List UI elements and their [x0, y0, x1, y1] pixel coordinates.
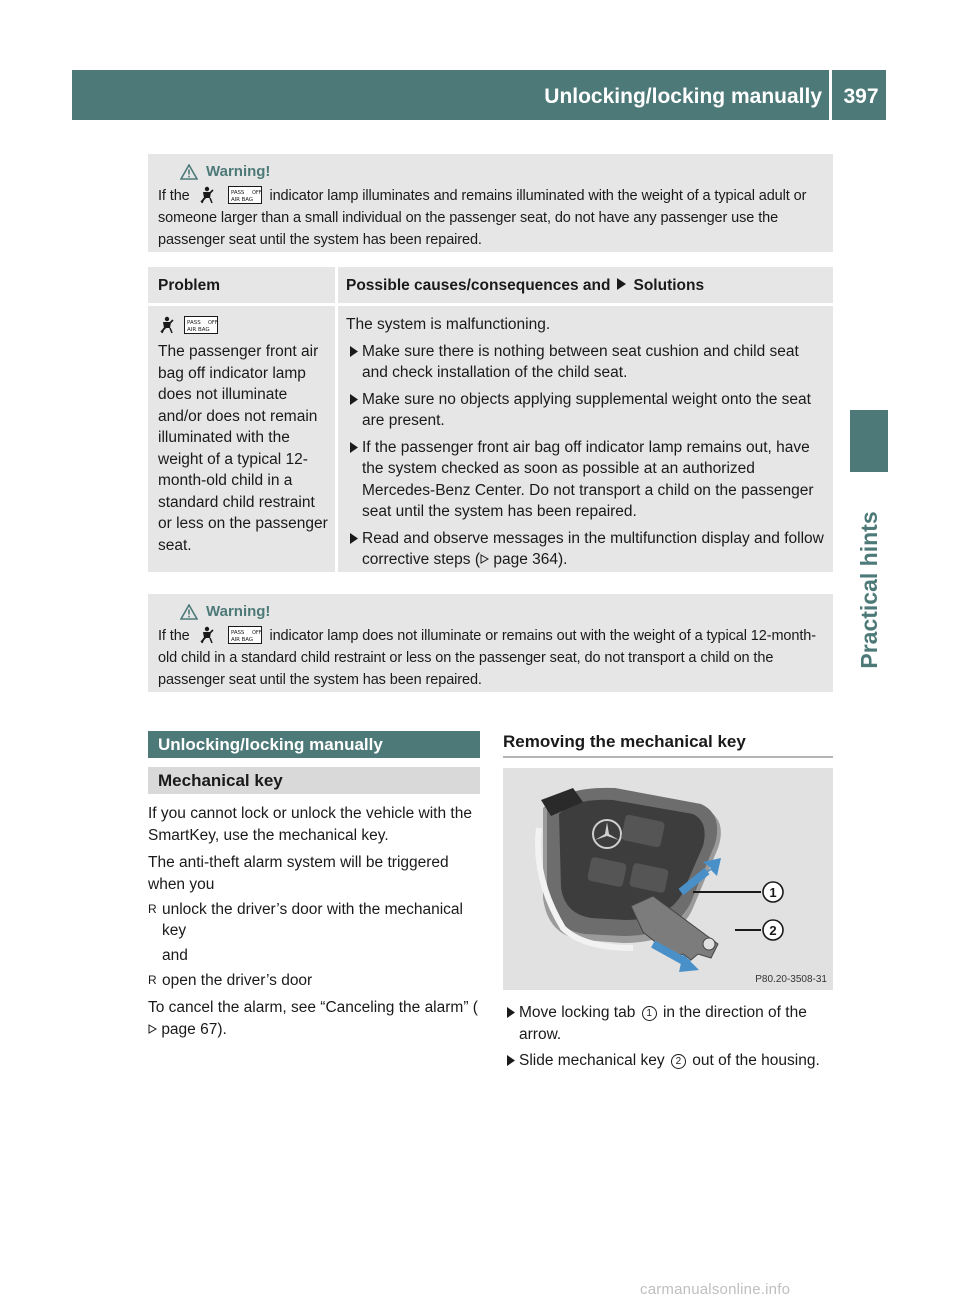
- intro-paragraph: If you cannot lock or unlock the vehicle with the SmartKey, use the mechanical key.: [148, 805, 472, 844]
- side-tab-marker: [850, 410, 888, 472]
- header-solutions: Possible causes/consequences and Solutions: [335, 267, 833, 303]
- warning-heading-1: [180, 162, 825, 182]
- svg-text:AIR BAG: AIR BAG: [187, 327, 210, 333]
- action-arrow-icon: [346, 393, 362, 406]
- warning-text-1: If the PASS AIR BAG OFF indicator lamp illuminates and remains illuminated with the weight of a typical adult or someone larger than a small individual on the passenger seat, do not have any passenger use the passenger seat until the system has been repaired.: [158, 188, 807, 248]
- solutions-cell: [335, 306, 833, 572]
- action-arrow-icon: [616, 277, 627, 291]
- svg-text:PASS: PASS: [230, 630, 244, 637]
- callout-1: 1: [769, 885, 777, 900]
- figure-code: P80.20-3508-31: [755, 974, 827, 985]
- warning-heading-2: [180, 602, 825, 622]
- cancel-alarm-paragraph: To cancel the alarm, see “Canceling the alarm” ( page 67).: [148, 999, 478, 1038]
- solution-item: If the passenger front air bag off indicator lamp remains out, have the system checked as soon as possible at an authorized Mercedes-Benz Center. Do not transport a child on the passenger seat until the system has been repaired.: [346, 437, 827, 523]
- pass-airbag-off-icon: [184, 316, 218, 334]
- header-divider: [829, 70, 832, 120]
- subsection-title: Mechanical key: [148, 767, 480, 794]
- list-item: R unlock the driver’s door with the mechanical key: [148, 901, 463, 939]
- pass-airbag-off-icon: [228, 186, 262, 204]
- solution-item: Make sure no objects applying supplemental weight onto the seat are present.: [346, 389, 827, 432]
- seat-belt-child-icon: [158, 316, 176, 334]
- table-header-row: [148, 267, 833, 303]
- warning-title-2: Warning!: [206, 603, 271, 620]
- watermark: carmanualsonline.info: [640, 1281, 791, 1298]
- smartkey-illustration: [503, 768, 833, 990]
- action-arrow-icon: [346, 532, 362, 545]
- problem-text: The passenger front air bag off indicator lamp does not illuminate and/or does not remain illuminated with the weight of a typical 12-month-old child in a standard child restraint or less on the passenger seat.: [158, 343, 328, 554]
- action-arrow-icon: [346, 441, 362, 454]
- svg-text:AIR BAG: AIR BAG: [230, 637, 253, 644]
- action-arrow-icon: [503, 1054, 519, 1067]
- seat-belt-child-icon: [198, 186, 216, 204]
- alarm-intro: The anti-theft alarm system will be triggered when you: [148, 854, 449, 893]
- action-arrow-icon: [346, 345, 362, 358]
- removal-steps: [503, 1002, 833, 1072]
- svg-text:OFF: OFF: [251, 190, 261, 197]
- seat-belt-child-icon: [198, 626, 216, 644]
- page-ref-triangle-icon: [480, 554, 489, 564]
- list-item: R open the driver’s door: [148, 972, 313, 989]
- svg-text:AIR BAG: AIR BAG: [230, 197, 253, 204]
- step-item: Slide mechanical key 2 out of the housing.: [503, 1050, 833, 1072]
- solution-item: Make sure there is nothing between seat cushion and child seat and check installation of the child seat.: [346, 341, 827, 384]
- callout-ref-2: 2: [671, 1054, 686, 1069]
- solution-item: Read and observe messages in the multifunction display and follow corrective steps ( page 364).: [346, 528, 827, 571]
- table-row: [148, 306, 833, 572]
- problem-solution-table: [148, 267, 833, 572]
- warning-box-1: [148, 154, 833, 252]
- problem-cell: [148, 306, 335, 572]
- step-item: Move locking tab 1 in the direction of the arrow.: [503, 1002, 833, 1045]
- side-tab-label: Practical hints: [856, 511, 882, 669]
- bullet-icon: R: [148, 902, 157, 916]
- header-problem: Problem: [158, 277, 221, 294]
- warning-title-1: Warning!: [206, 163, 271, 180]
- callout-ref-1: 1: [642, 1006, 657, 1021]
- page-ref-triangle-icon: [148, 1024, 157, 1034]
- and-connector: and: [162, 947, 188, 964]
- warning-triangle-icon: [180, 604, 198, 620]
- cause-text: The system is malfunctioning.: [346, 316, 551, 333]
- problem-icons: [158, 314, 329, 338]
- removing-key-heading: Removing the mechanical key: [503, 731, 833, 758]
- page-ref-link[interactable]: page 67: [161, 1020, 218, 1038]
- smartkey-figure: [503, 768, 833, 990]
- svg-text:PASS: PASS: [187, 320, 201, 326]
- action-arrow-icon: [503, 1006, 519, 1019]
- callout-2: 2: [769, 923, 777, 938]
- warning-triangle-icon: [180, 164, 198, 180]
- right-column: [503, 731, 833, 1072]
- pass-airbag-off-icon: [228, 626, 262, 644]
- section-title: Unlocking/locking manually: [148, 731, 480, 758]
- warning-box-2: [148, 594, 833, 692]
- svg-text:PASS: PASS: [230, 190, 244, 197]
- page-header-title: Unlocking/locking manually: [544, 85, 822, 108]
- warning-text-2: If the PASS AIR BAG OFF indicator lamp does not illuminate or remains out with the weight of a typical 12-month-old child in a standard child restraint or less on the passenger seat, do not transport a child on the passenger seat until the system has been repaired.: [158, 628, 816, 688]
- svg-text:OFF: OFF: [208, 320, 218, 326]
- bullet-icon: R: [148, 973, 157, 987]
- left-column: [148, 731, 480, 1040]
- page-ref-link[interactable]: page 364: [493, 551, 558, 568]
- page-number: 397: [843, 85, 879, 108]
- svg-text:OFF: OFF: [251, 630, 261, 637]
